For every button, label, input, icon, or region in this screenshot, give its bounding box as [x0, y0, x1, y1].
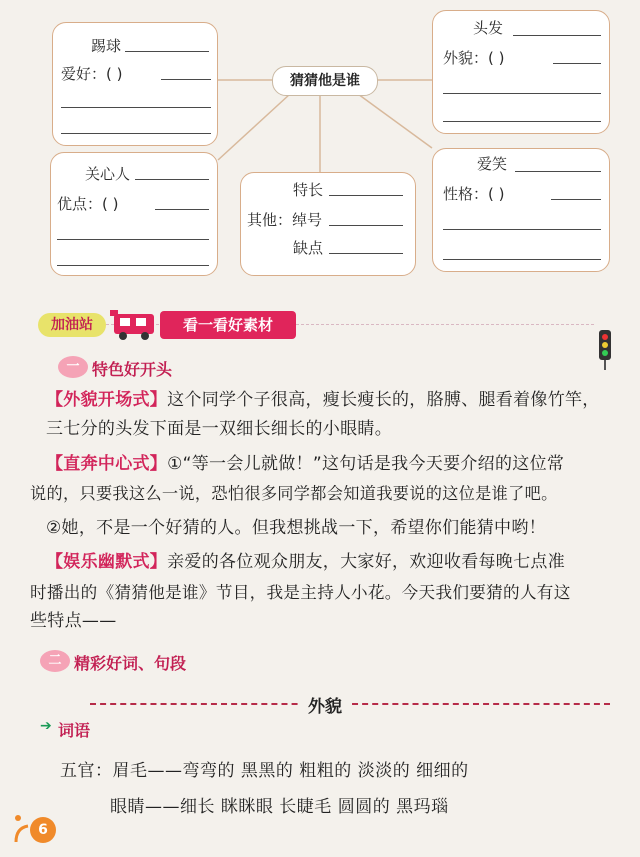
write-line[interactable]	[57, 265, 209, 266]
section-badge: 一	[58, 356, 88, 378]
mindmap-box-personality	[432, 148, 610, 272]
field-label: 头发	[473, 19, 504, 37]
banner-pill: 加油站	[38, 313, 106, 337]
arrow-right-icon: ➔	[40, 718, 52, 734]
field-label: 关心人	[85, 165, 131, 183]
mindmap-center: 猜猜他是谁	[272, 66, 378, 96]
write-line[interactable]	[161, 79, 211, 80]
write-line[interactable]	[329, 253, 403, 254]
paragraph-text: ①“等一会儿就做！”这句话是我今天要介绍的这位常	[167, 454, 565, 474]
paragraph-line	[46, 386, 600, 415]
write-line[interactable]	[553, 63, 601, 64]
field-label: 踢球	[91, 37, 122, 55]
write-line[interactable]	[57, 239, 209, 240]
train-icon	[108, 306, 160, 342]
field-label: 特长	[293, 181, 324, 199]
paragraph-line: 说的，只要我这么一说，恐怕很多同学都会知道我要说的这位是谁了吧。	[30, 484, 558, 503]
paragraph-text: 亲爱的各位观众朋友，大家好，欢迎收看每晚七点准	[167, 552, 566, 572]
vocab-row: 五官：眉毛——弯弯的 黑黑的 粗粗的 淡淡的 细细的	[60, 761, 469, 781]
write-line[interactable]	[61, 133, 211, 134]
mindmap-box-appearance	[432, 10, 610, 134]
banner-title: 看一看好素材	[160, 311, 296, 339]
field-label: 性格：( )	[443, 185, 505, 203]
page-number: 6	[30, 817, 56, 843]
paragraph-line	[46, 548, 565, 577]
paragraph-line: 时播出的《猜猜他是谁》节目，我是主持人小花。今天我们要猜的人有这	[30, 583, 571, 602]
write-line[interactable]	[155, 209, 209, 210]
field-label: 爱好：( )	[61, 65, 123, 83]
write-line[interactable]	[135, 179, 209, 180]
paragraph-tag: 【直奔中心式】	[46, 454, 168, 474]
section-title: 精彩好词、句段	[74, 654, 187, 673]
field-label: 优点：( )	[57, 195, 119, 213]
paragraph-text: 这个同学个子很高，瘦长瘦长的，胳膊、腿看着像竹竿，	[167, 390, 600, 410]
write-line[interactable]	[443, 93, 601, 94]
write-line[interactable]	[443, 229, 601, 230]
paragraph-tag: 【娱乐幽默式】	[46, 552, 168, 572]
words-label: 词语	[58, 721, 91, 740]
write-line[interactable]	[513, 35, 601, 36]
paragraph-line: ②她，不是一个好猜的人。但我想挑战一下，希望你们能猜中哟！	[46, 518, 546, 538]
traffic-light-icon	[596, 330, 614, 370]
section-badge: 二	[40, 650, 70, 672]
field-label: 外貌：( )	[443, 49, 505, 67]
section-title: 特色好开头	[92, 360, 173, 379]
paragraph-line	[46, 450, 564, 479]
field-label: 爱笑	[477, 155, 508, 173]
write-line[interactable]	[329, 225, 403, 226]
paragraph-line: 三七分的头发下面是一双细长细长的小眼睛。	[46, 419, 392, 439]
paragraph-tag: 【外貌开场式】	[46, 390, 168, 410]
mindmap-box-strength	[50, 152, 218, 276]
write-line[interactable]	[125, 51, 209, 52]
write-line[interactable]	[443, 121, 601, 122]
mindmap-box-hobby	[52, 22, 218, 146]
divider-label: 外貌	[298, 692, 352, 717]
mindmap-box-other	[240, 172, 416, 276]
paragraph-line: 些特点——	[30, 611, 117, 631]
field-label: 其他：绰号	[247, 211, 323, 229]
write-line[interactable]	[551, 199, 601, 200]
field-label: 缺点	[293, 239, 324, 257]
write-line[interactable]	[61, 107, 211, 108]
write-line[interactable]	[329, 195, 403, 196]
write-line[interactable]	[443, 259, 601, 260]
write-line[interactable]	[515, 171, 601, 172]
vocab-row: 眼睛——细长 眯眯眼 长睫毛 圆圆的 黑玛瑙	[110, 797, 449, 817]
